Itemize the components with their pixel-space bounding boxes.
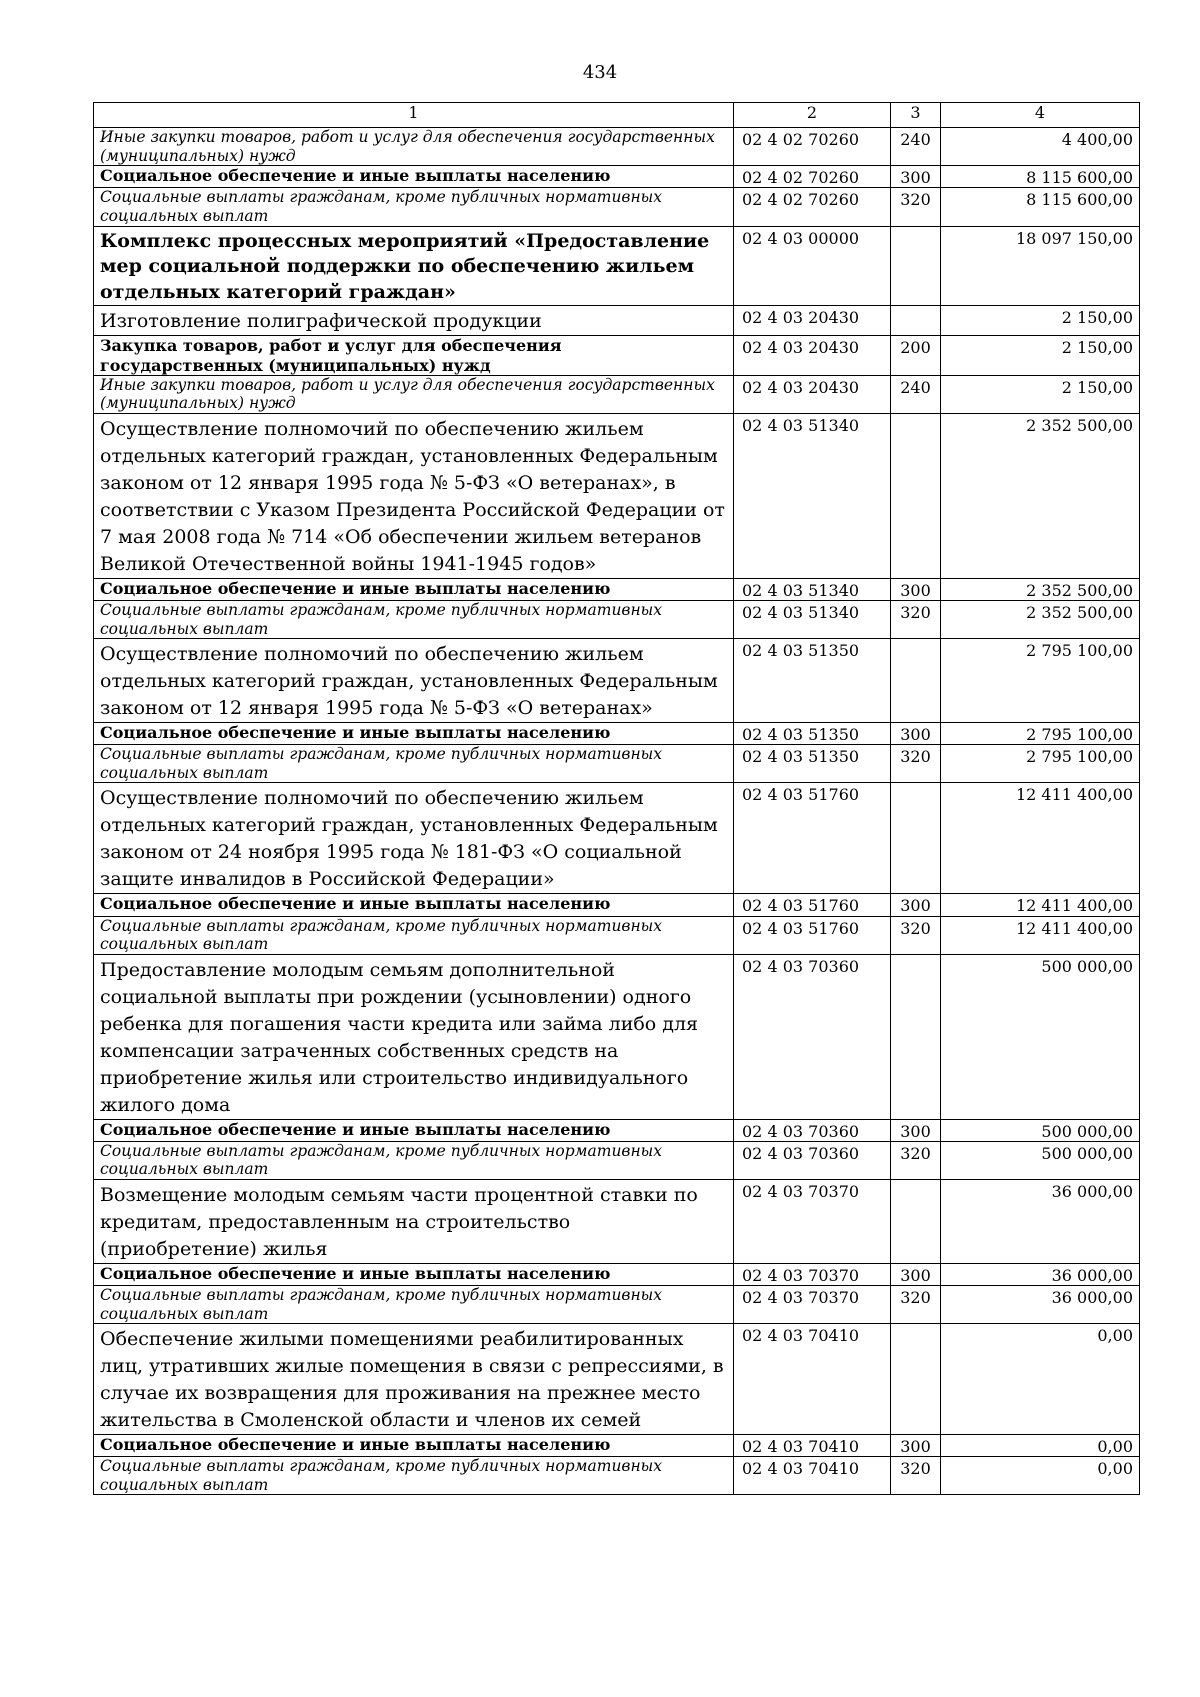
column-number-1: 1 bbox=[94, 103, 734, 128]
row-amount-cell: 12 411 400,00 bbox=[941, 783, 1140, 894]
row-amount-cell: 8 115 600,00 bbox=[941, 166, 1140, 188]
row-code-cell: 02 4 03 51350 bbox=[734, 639, 891, 723]
row-code-cell: 02 4 03 70410 bbox=[734, 1324, 891, 1435]
row-name-cell: Социальное обеспечение и иные выплаты населению bbox=[94, 1263, 734, 1285]
row-name-cell: Социальное обеспечение и иные выплаты населению bbox=[94, 578, 734, 600]
row-name-cell: Социальное обеспечение и иные выплаты населению bbox=[94, 723, 734, 745]
row-expense-type-cell bbox=[891, 954, 941, 1119]
row-amount-cell: 2 352 500,00 bbox=[941, 414, 1140, 579]
row-amount-cell: 0,00 bbox=[941, 1435, 1140, 1457]
row-code-cell: 02 4 03 20430 bbox=[734, 306, 891, 336]
row-expense-type-cell bbox=[891, 783, 941, 894]
row-name-cell: Социальное обеспечение и иные выплаты населению bbox=[94, 1435, 734, 1457]
table-row bbox=[94, 1263, 1140, 1285]
row-name-cell: Осуществление полномочий по обеспечению жильем отдельных категорий граждан, установленных Федеральным законом от 24 ноября 1995 года № 181-ФЗ «О социальной защите инвалидов в Российской Федерации» bbox=[94, 783, 734, 894]
row-expense-type-cell bbox=[891, 306, 941, 336]
table-row bbox=[94, 723, 1140, 745]
row-amount-cell: 500 000,00 bbox=[941, 954, 1140, 1119]
row-code-cell: 02 4 03 70370 bbox=[734, 1179, 891, 1263]
row-name-cell: Изготовление полиграфической продукции bbox=[94, 306, 734, 336]
row-amount-cell: 36 000,00 bbox=[941, 1179, 1140, 1263]
table-row bbox=[94, 166, 1140, 188]
row-amount-cell: 2 150,00 bbox=[941, 306, 1140, 336]
row-expense-type-cell bbox=[891, 414, 941, 579]
row-name-cell: Социальные выплаты гражданам, кроме публичных нормативных социальных выплат bbox=[94, 601, 734, 639]
row-expense-type-cell: 300 bbox=[891, 578, 941, 600]
table-row bbox=[94, 639, 1140, 723]
row-amount-cell: 4 400,00 bbox=[941, 128, 1140, 166]
row-name-cell: Комплекс процессных мероприятий «Предоставление мер социальной поддержки по обеспечению жильем отдельных категорий граждан» bbox=[94, 226, 734, 306]
row-amount-cell: 2 352 500,00 bbox=[941, 578, 1140, 600]
row-expense-type-cell bbox=[891, 1324, 941, 1435]
row-code-cell: 02 4 03 20430 bbox=[734, 375, 891, 413]
row-code-cell: 02 4 03 00000 bbox=[734, 226, 891, 306]
table-row bbox=[94, 916, 1140, 954]
row-name-cell: Социальные выплаты гражданам, кроме публичных нормативных социальных выплат bbox=[94, 188, 734, 226]
table-row bbox=[94, 1435, 1140, 1457]
page-number: 434 bbox=[582, 62, 618, 83]
table-row bbox=[94, 1179, 1140, 1263]
row-expense-type-cell: 240 bbox=[891, 128, 941, 166]
row-code-cell: 02 4 03 51340 bbox=[734, 414, 891, 579]
row-name-cell: Социальные выплаты гражданам, кроме публичных нормативных социальных выплат bbox=[94, 916, 734, 954]
row-amount-cell: 0,00 bbox=[941, 1324, 1140, 1435]
column-number-2: 2 bbox=[734, 103, 891, 128]
row-name-cell: Социальные выплаты гражданам, кроме публичных нормативных социальных выплат bbox=[94, 745, 734, 783]
row-amount-cell: 8 115 600,00 bbox=[941, 188, 1140, 226]
row-expense-type-cell: 300 bbox=[891, 1119, 941, 1141]
row-expense-type-cell: 200 bbox=[891, 336, 941, 375]
row-code-cell: 02 4 02 70260 bbox=[734, 166, 891, 188]
row-expense-type-cell: 300 bbox=[891, 166, 941, 188]
row-amount-cell: 12 411 400,00 bbox=[941, 916, 1140, 954]
column-number-3: 3 bbox=[891, 103, 941, 128]
table-row bbox=[94, 375, 1140, 413]
row-amount-cell: 2 795 100,00 bbox=[941, 745, 1140, 783]
column-number-4: 4 bbox=[941, 103, 1140, 128]
row-expense-type-cell: 320 bbox=[891, 601, 941, 639]
table-row bbox=[94, 188, 1140, 226]
row-name-cell: Социальное обеспечение и иные выплаты населению bbox=[94, 894, 734, 916]
row-code-cell: 02 4 03 70360 bbox=[734, 1119, 891, 1141]
table-row bbox=[94, 954, 1140, 1119]
table-row bbox=[94, 1119, 1140, 1141]
row-amount-cell: 36 000,00 bbox=[941, 1263, 1140, 1285]
row-name-cell: Иные закупки товаров, работ и услуг для обеспечения государственных (муниципальных) нужд bbox=[94, 375, 734, 413]
table-row bbox=[94, 1286, 1140, 1324]
row-code-cell: 02 4 03 20430 bbox=[734, 336, 891, 375]
row-code-cell: 02 4 03 51760 bbox=[734, 783, 891, 894]
row-name-cell: Возмещение молодым семьям части процентной ставки по кредитам, предоставленным на строительство (приобретение) жилья bbox=[94, 1179, 734, 1263]
row-code-cell: 02 4 03 70360 bbox=[734, 954, 891, 1119]
row-code-cell: 02 4 02 70260 bbox=[734, 188, 891, 226]
row-expense-type-cell bbox=[891, 639, 941, 723]
row-name-cell: Социальное обеспечение и иные выплаты населению bbox=[94, 1119, 734, 1141]
table-row bbox=[94, 601, 1140, 639]
row-amount-cell: 2 795 100,00 bbox=[941, 723, 1140, 745]
row-name-cell: Осуществление полномочий по обеспечению жильем отдельных категорий граждан, установленных Федеральным законом от 12 января 1995 года № 5-ФЗ «О ветеранах», в соответствии с Указом Президента Российской Федерации от 7 мая 2008 года № 714 «Об обеспечении жильем ветеранов Великой Отечественной войны 1941-1945 годов» bbox=[94, 414, 734, 579]
row-expense-type-cell: 240 bbox=[891, 375, 941, 413]
table-row bbox=[94, 128, 1140, 166]
row-expense-type-cell: 320 bbox=[891, 745, 941, 783]
table-row bbox=[94, 894, 1140, 916]
row-amount-cell: 12 411 400,00 bbox=[941, 894, 1140, 916]
table-row bbox=[94, 783, 1140, 894]
row-amount-cell: 2 352 500,00 bbox=[941, 601, 1140, 639]
row-amount-cell: 2 795 100,00 bbox=[941, 639, 1140, 723]
table-row bbox=[94, 578, 1140, 600]
row-expense-type-cell: 320 bbox=[891, 188, 941, 226]
row-code-cell: 02 4 03 70410 bbox=[734, 1435, 891, 1457]
row-name-cell: Закупка товаров, работ и услуг для обеспечения государственных (муниципальных) нужд bbox=[94, 336, 734, 375]
table-row bbox=[94, 1324, 1140, 1435]
row-code-cell: 02 4 03 51340 bbox=[734, 578, 891, 600]
row-amount-cell: 18 097 150,00 bbox=[941, 226, 1140, 306]
row-code-cell: 02 4 03 51760 bbox=[734, 894, 891, 916]
row-code-cell: 02 4 03 70370 bbox=[734, 1286, 891, 1324]
table-row bbox=[94, 1457, 1140, 1495]
row-name-cell: Социальные выплаты гражданам, кроме публичных нормативных социальных выплат bbox=[94, 1141, 734, 1179]
row-name-cell: Иные закупки товаров, работ и услуг для обеспечения государственных (муниципальных) нужд bbox=[94, 128, 734, 166]
row-name-cell: Социальные выплаты гражданам, кроме публичных нормативных социальных выплат bbox=[94, 1286, 734, 1324]
row-expense-type-cell: 300 bbox=[891, 1435, 941, 1457]
table-row bbox=[94, 745, 1140, 783]
row-code-cell: 02 4 03 51760 bbox=[734, 916, 891, 954]
row-name-cell: Социальное обеспечение и иные выплаты населению bbox=[94, 166, 734, 188]
row-amount-cell: 2 150,00 bbox=[941, 375, 1140, 413]
row-code-cell: 02 4 03 70360 bbox=[734, 1141, 891, 1179]
row-expense-type-cell: 320 bbox=[891, 916, 941, 954]
row-expense-type-cell bbox=[891, 226, 941, 306]
row-amount-cell: 500 000,00 bbox=[941, 1119, 1140, 1141]
row-expense-type-cell bbox=[891, 1179, 941, 1263]
row-expense-type-cell: 300 bbox=[891, 894, 941, 916]
row-name-cell: Предоставление молодым семьям дополнительной социальной выплаты при рождении (усыновлении) одного ребенка для погашения части кредита или займа либо для компенсации затраченных собственных средств на приобретение жилья или строительство индивидуального жилого дома bbox=[94, 954, 734, 1119]
budget-table bbox=[93, 102, 1140, 1495]
table-row bbox=[94, 414, 1140, 579]
table-row bbox=[94, 1141, 1140, 1179]
row-expense-type-cell: 320 bbox=[891, 1141, 941, 1179]
row-name-cell: Осуществление полномочий по обеспечению жильем отдельных категорий граждан, установленных Федеральным законом от 12 января 1995 года № 5-ФЗ «О ветеранах» bbox=[94, 639, 734, 723]
row-name-cell: Обеспечение жилыми помещениями реабилитированных лиц, утративших жилые помещения в связи с репрессиями, в случае их возвращения для проживания на прежнее место жительства в Смоленской области и членов их семей bbox=[94, 1324, 734, 1435]
row-expense-type-cell: 320 bbox=[891, 1286, 941, 1324]
column-number-row bbox=[94, 103, 1140, 128]
row-amount-cell: 500 000,00 bbox=[941, 1141, 1140, 1179]
table-row bbox=[94, 226, 1140, 306]
row-code-cell: 02 4 03 51350 bbox=[734, 723, 891, 745]
row-expense-type-cell: 300 bbox=[891, 1263, 941, 1285]
table-row bbox=[94, 306, 1140, 336]
row-name-cell: Социальные выплаты гражданам, кроме публичных нормативных социальных выплат bbox=[94, 1457, 734, 1495]
row-expense-type-cell: 320 bbox=[891, 1457, 941, 1495]
row-code-cell: 02 4 03 51340 bbox=[734, 601, 891, 639]
row-amount-cell: 2 150,00 bbox=[941, 336, 1140, 375]
row-amount-cell: 0,00 bbox=[941, 1457, 1140, 1495]
row-expense-type-cell: 300 bbox=[891, 723, 941, 745]
row-code-cell: 02 4 03 70410 bbox=[734, 1457, 891, 1495]
table-row bbox=[94, 336, 1140, 375]
row-code-cell: 02 4 03 51350 bbox=[734, 745, 891, 783]
row-amount-cell: 36 000,00 bbox=[941, 1286, 1140, 1324]
row-code-cell: 02 4 03 70370 bbox=[734, 1263, 891, 1285]
row-code-cell: 02 4 02 70260 bbox=[734, 128, 891, 166]
